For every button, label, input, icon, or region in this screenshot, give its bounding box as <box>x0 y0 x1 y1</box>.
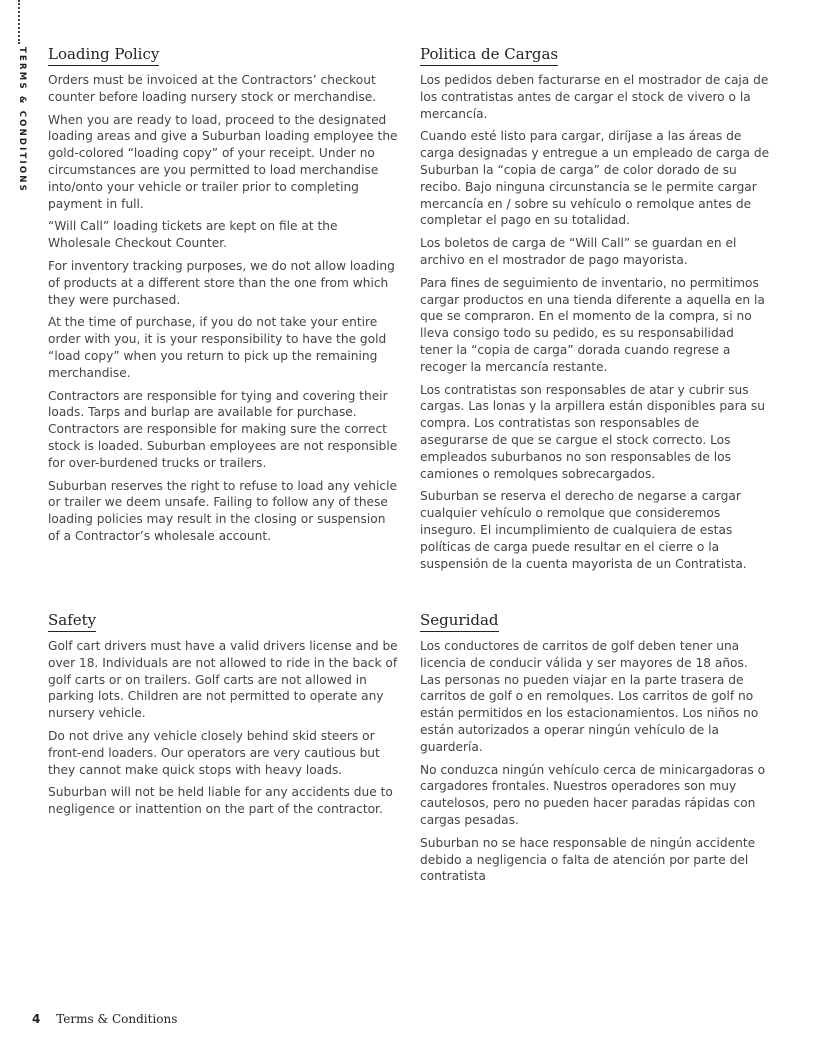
paragraph: Orders must be invoiced at the Contractors’ checkout counter before loading nursery stock or merchandise. <box>48 73 377 104</box>
paragraph: Suburban will not be held liable for any accidents due to negligence or inattention on the part of the contractor. <box>48 785 393 817</box>
paragraph: Los boletos de carga de “Will Call” se guardan en el archivo en el mostrador de pago mayorista. <box>420 236 737 267</box>
paragraph: Los conductores de carritos de golf deben tener una licencia de conducir válida y ser mayores de 18 años. Las personas no pueden viajar en la parte trasera de carritos de golf o en remolques. Los carritos de golf no están permitidos en los estacionamientos. Los niños no están autorizados a operar ningún vehículo de la guardería. <box>420 639 759 754</box>
paragraph: When you are ready to load, proceed to the designated loading areas and give a Suburban loading employee the gold-colored “loading copy” of your receipt. Under no circumstances are you permitted to load merchandise into/onto your vehicle or trailer prior to completing payment in full. <box>48 112 398 211</box>
paragraph: No conduzca ningún vehículo cerca de minicargadoras o cargadores frontales. Nuestros operadores son muy cautelosos, pero no pueden hacer paradas rápidas con cargas pesadas. <box>420 762 766 827</box>
paragraph: Golf cart drivers must have a valid drivers license and be over 18. Individuals are not allowed to ride in the back of golf carts or on trailers. Golf carts are not allowed in parking lots. Children are not permitted to operate any nursery vehicle. <box>48 639 398 721</box>
safety-es <box>420 610 770 891</box>
paragraph: “Will Call” loading tickets are kept on file at the Wholesale Checkout Counter. <box>48 219 338 251</box>
paragraph: Do not drive any vehicle closely behind skid steers or front-end loaders. Our operators are very cautious but they cannot make quick stops with heavy loads. <box>48 728 380 777</box>
paragraph: At the time of purchase, if you do not take your entire order with you, it is your responsibility to have the gold “load copy” when you return to pick up the remaining merchandise. <box>48 315 387 380</box>
paragraph: For inventory tracking purposes, we do not allow loading of products at a different store than the one from which they were purchased. <box>48 258 395 307</box>
loading-policy-title: Loading Policy <box>48 45 159 66</box>
page-footer <box>32 1012 177 1026</box>
footer-title: Terms & Conditions <box>56 1012 178 1026</box>
safety-en <box>48 610 398 824</box>
paragraph: Los pedidos deben facturarse en el mostrador de caja de los contratistas antes de cargar el stock de vivero o la mercancía. <box>420 73 769 121</box>
paragraph: Contractors are responsible for tying and covering their loads. Tarps and burlap are available for purchase. Contractors are responsible for making sure the correct stock is loaded. Suburban employees are not responsible for over-burdened trucks or trailers. <box>48 388 398 470</box>
loading-policy-en <box>48 44 398 551</box>
side-tab-label: TERMS & CONDITIONS <box>17 47 27 193</box>
paragraph: Suburban no se hace responsable de ningún accidente debido a negligencia o falta de atención por parte del contratista <box>420 835 756 884</box>
side-tab <box>12 0 26 200</box>
page-number: 4 <box>32 1012 41 1026</box>
safety-title-es: Seguridad <box>420 611 499 632</box>
safety-title: Safety <box>48 611 96 632</box>
paragraph: Para fines de seguimiento de inventario, no permitimos cargar productos en una tienda diferente a aquella en la que se compraron. En el momento de la compra, si no lleva consigo todo su pedido, es su responsabilidad tener la “copia de carga” dorada cuando regrese a recoger la mercancía restante. <box>420 275 765 374</box>
loading-policy-es <box>420 44 770 578</box>
paragraph: Suburban se reserva el derecho de negarse a cargar cualquier vehículo o remolque que consideremos inseguro. El incumplimiento de cualquiera de estas políticas de carga puede resultar en el cierre o la suspensión de la cuenta mayorista de un Contratista. <box>420 489 747 571</box>
paragraph: Suburban reserves the right to refuse to load any vehicle or trailer we deem unsafe. Failing to follow any of these loading policies may result in the closing or suspension of a Contractor’s wholesale account. <box>48 478 397 543</box>
paragraph: Cuando esté listo para cargar, diríjase a las áreas de carga designadas y entregue a un empleado de carga de Suburban la “copia de carga” de color dorado de su recibo. Bajo ninguna circunstancia se le permite cargar mercancía en / sobre su vehículo o remolque antes de completar el pago en su totalidad. <box>420 129 770 228</box>
loading-policy-title-es: Politica de Cargas <box>420 45 558 66</box>
paragraph: Los contratistas son responsables de atar y cubrir sus cargas. Las lonas y la arpillera están disponibles para su compra. Los contratistas son responsables de asegurarse de que se cargue el stock correcto. Los empleados suburbanos no son responsables de los camiones o remolques sobrecargados. <box>420 382 765 481</box>
